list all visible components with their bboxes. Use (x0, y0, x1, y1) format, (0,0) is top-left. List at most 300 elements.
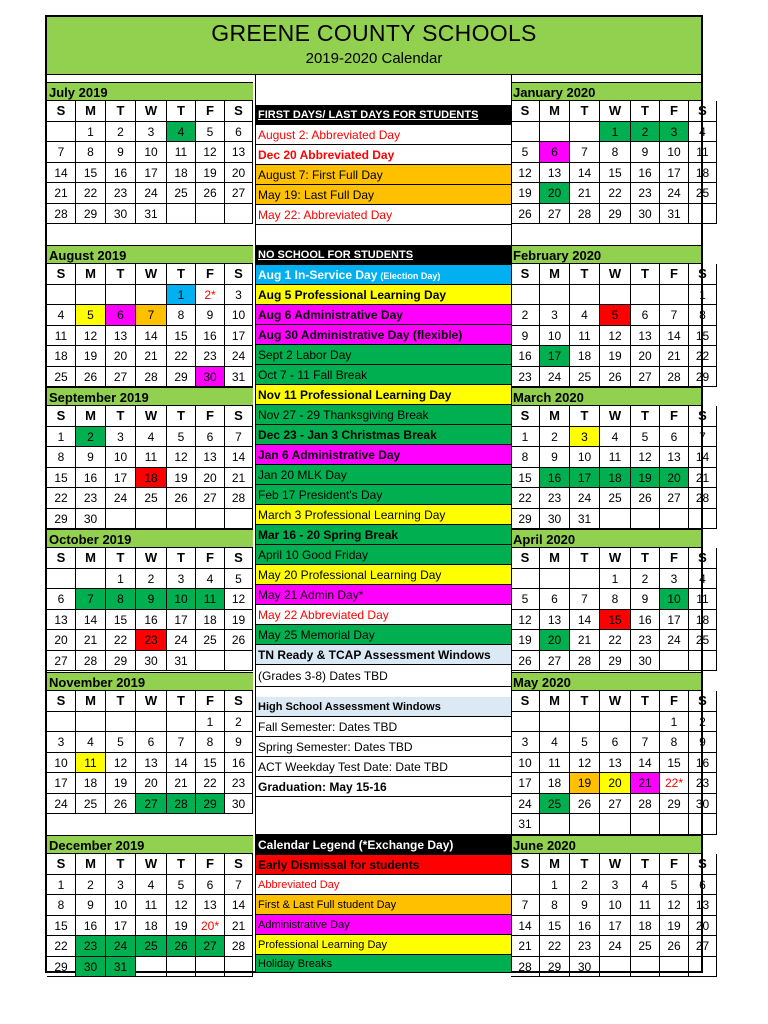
day-cell-left-4-0-3 (136, 712, 167, 733)
day-cell-right-1-4-0: 23 (511, 367, 540, 388)
event-text-31: ACT Weekday Test Date: Date TBD (258, 760, 448, 774)
day-cell-right-2-1-2: 10 (570, 447, 600, 468)
day-cell-right-4-4-4: 28 (631, 794, 660, 815)
day-cell-right-1-3-5: 21 (660, 346, 689, 367)
month-header-left-4: November 2019 (47, 672, 253, 691)
month-header-right-2: March 2020 (511, 387, 701, 406)
day-cell-left-4-1-5: 8 (196, 732, 225, 753)
event-text-0: FIRST DAYS/ LAST DAYS FOR STUDENTS (258, 109, 479, 121)
day-header-left-5-4: T (167, 854, 196, 875)
day-cell-left-1-0-2 (106, 285, 136, 306)
day-cell-right-2-2-2: 17 (570, 468, 600, 489)
day-cell-left-1-4-2: 27 (106, 367, 136, 388)
event-text-7: Aug 1 In-Service Day (258, 268, 378, 282)
day-cell-left-3-2-2: 15 (106, 610, 136, 631)
day-cell-left-0-1-0: 7 (47, 142, 76, 163)
event-row-36 (256, 875, 511, 895)
day-cell-right-0-4-4: 30 (631, 204, 660, 225)
day-cell-right-4-1-0: 3 (511, 732, 540, 753)
day-cell-right-2-2-0: 15 (511, 468, 540, 489)
event-text-37: First & Last Full student Day (258, 899, 397, 911)
day-cell-left-5-3-1: 23 (76, 936, 106, 957)
day-cell-left-0-0-2: 2 (106, 122, 136, 143)
event-text-27: (Grades 3-8) Dates TBD (258, 669, 388, 683)
day-header-right-3-0: S (511, 548, 540, 569)
day-cell-right-0-3-4: 23 (631, 183, 660, 204)
event-row-31 (256, 757, 511, 777)
day-header-left-3-5: F (196, 548, 225, 569)
day-cell-right-3-3-5: 24 (660, 630, 689, 651)
day-header-left-3-6: S (225, 548, 253, 569)
day-cell-right-5-3-1: 22 (540, 936, 570, 957)
day-header-left-0-3: W (136, 101, 167, 122)
day-cell-left-4-3-1: 18 (76, 773, 106, 794)
day-header-right-1-5: F (660, 264, 689, 285)
day-cell-left-5-4-5 (196, 957, 225, 978)
day-cell-left-5-3-0: 22 (47, 936, 76, 957)
day-cell-right-0-2-4: 16 (631, 163, 660, 184)
day-cell-left-0-3-1: 22 (76, 183, 106, 204)
day-cell-right-4-3-4: 21 (631, 773, 660, 794)
day-cell-right-1-4-2: 25 (570, 367, 600, 388)
day-cell-right-2-2-4: 19 (631, 468, 660, 489)
event-text-10: Aug 30 Administrative Day (flexible) (258, 328, 463, 342)
day-cell-left-4-4-4: 28 (167, 794, 196, 815)
day-cell-right-3-0-2 (570, 569, 600, 590)
day-cell-left-2-4-0: 29 (47, 509, 76, 530)
day-cell-left-3-0-1 (76, 569, 106, 590)
calendar-sheet (45, 15, 710, 974)
day-cell-right-2-0-2: 3 (570, 427, 600, 448)
day-cell-left-1-4-3: 28 (136, 367, 167, 388)
day-cell-right-4-2-2: 12 (570, 753, 600, 774)
day-cell-left-1-1-1: 5 (76, 305, 106, 326)
event-text-3: August 7: First Full Day (258, 168, 383, 182)
event-row-12 (256, 365, 511, 385)
day-cell-right-5-2-1: 15 (540, 916, 570, 937)
day-cell-left-4-0-6: 2 (225, 712, 253, 733)
event-text-4: May 19: Last Full Day (258, 188, 375, 202)
event-text-28: High School Assessment Windows (258, 701, 441, 713)
day-cell-right-2-4-5 (660, 509, 689, 530)
day-cell-left-2-1-4: 12 (167, 447, 196, 468)
day-cell-left-4-1-4: 7 (167, 732, 196, 753)
day-cell-left-0-0-4: 4 (167, 122, 196, 143)
day-cell-right-5-3-0: 21 (511, 936, 540, 957)
event-row-0 (256, 105, 511, 125)
day-cell-left-5-2-0: 15 (47, 916, 76, 937)
day-cell-left-5-1-3: 11 (136, 895, 167, 916)
day-cell-right-3-4-0: 26 (511, 651, 540, 672)
day-cell-right-3-1-1: 6 (540, 589, 570, 610)
day-header-right-4-1: M (540, 691, 570, 712)
day-cell-left-2-0-1: 2 (76, 427, 106, 448)
day-cell-right-4-0-1 (540, 712, 570, 733)
event-text-24: May 22 Abbreviated Day (258, 608, 389, 622)
day-header-left-3-3: W (136, 548, 167, 569)
day-cell-right-0-2-5: 17 (660, 163, 689, 184)
event-row-16 (256, 445, 511, 465)
day-cell-left-2-1-3: 11 (136, 447, 167, 468)
day-cell-right-5-2-0: 14 (511, 916, 540, 937)
day-cell-left-0-2-1: 15 (76, 163, 106, 184)
day-cell-right-4-4-2: 26 (570, 794, 600, 815)
day-cell-left-4-1-3: 6 (136, 732, 167, 753)
day-cell-left-3-3-0: 20 (47, 630, 76, 651)
day-cell-right-2-4-3 (600, 509, 631, 530)
day-cell-right-3-3-0: 19 (511, 630, 540, 651)
day-cell-right-0-1-1: 6 (540, 142, 570, 163)
event-text-5: May 22: Abbreviated Day (258, 208, 393, 222)
event-text-8: Aug 5 Professional Learning Day (258, 288, 447, 302)
day-cell-right-4-5-6 (689, 814, 717, 835)
day-header-right-5-6: S (689, 854, 717, 875)
event-text-29: Fall Semester: Dates TBD (258, 720, 398, 734)
day-cell-right-1-0-6: 1 (689, 285, 717, 306)
day-cell-left-2-4-1: 30 (76, 509, 106, 530)
event-row-17 (256, 465, 511, 485)
day-cell-right-3-0-5: 3 (660, 569, 689, 590)
day-cell-left-0-4-1: 29 (76, 204, 106, 225)
day-cell-right-0-3-0: 19 (511, 183, 540, 204)
day-cell-left-5-0-5: 6 (196, 875, 225, 896)
event-row-19 (256, 505, 511, 525)
day-cell-right-4-5-1 (540, 814, 570, 835)
day-cell-left-2-4-3 (136, 509, 167, 530)
event-row-3 (256, 165, 511, 185)
day-cell-right-1-3-3: 19 (600, 346, 631, 367)
day-cell-left-0-2-6: 20 (225, 163, 253, 184)
day-cell-right-1-1-3: 5 (600, 305, 631, 326)
day-header-right-1-1: M (540, 264, 570, 285)
day-cell-left-2-0-5: 6 (196, 427, 225, 448)
day-cell-right-3-4-1: 27 (540, 651, 570, 672)
day-cell-right-2-1-4: 12 (631, 447, 660, 468)
event-row-7 (256, 265, 511, 285)
day-header-left-5-5: F (196, 854, 225, 875)
day-header-right-0-0: S (511, 101, 540, 122)
day-header-left-0-2: T (106, 101, 136, 122)
day-header-right-0-2: T (570, 101, 600, 122)
day-header-right-1-3: W (600, 264, 631, 285)
event-text-40: Holiday Breaks (258, 958, 332, 970)
day-cell-right-5-0-6: 6 (689, 875, 717, 896)
day-cell-left-4-3-5: 22 (196, 773, 225, 794)
day-cell-right-4-3-6: 23 (689, 773, 717, 794)
day-cell-left-2-2-4: 19 (167, 468, 196, 489)
day-cell-left-2-0-2: 3 (106, 427, 136, 448)
event-row-13 (256, 385, 511, 405)
day-cell-right-1-1-1: 3 (540, 305, 570, 326)
day-cell-right-0-3-3: 22 (600, 183, 631, 204)
day-cell-left-2-0-3: 4 (136, 427, 167, 448)
day-cell-left-4-0-4 (167, 712, 196, 733)
day-cell-right-5-0-0 (511, 875, 540, 896)
day-cell-left-4-0-5: 1 (196, 712, 225, 733)
day-cell-right-0-0-5: 3 (660, 122, 689, 143)
day-cell-left-5-4-4 (167, 957, 196, 978)
day-cell-left-1-4-4: 29 (167, 367, 196, 388)
event-row-4 (256, 185, 511, 205)
event-text-39: Professional Learning Day (258, 939, 388, 951)
divider-right (511, 74, 512, 971)
day-cell-left-3-2-6: 19 (225, 610, 253, 631)
day-cell-left-5-3-6: 28 (225, 936, 253, 957)
day-cell-left-3-1-2: 8 (106, 589, 136, 610)
day-cell-right-3-0-4: 2 (631, 569, 660, 590)
month-header-left-3: October 2019 (47, 529, 253, 548)
day-cell-right-0-2-6: 18 (689, 163, 717, 184)
day-cell-left-4-3-2: 19 (106, 773, 136, 794)
event-row-29 (256, 717, 511, 737)
event-row-6 (256, 245, 511, 265)
day-cell-right-4-4-5: 29 (660, 794, 689, 815)
day-cell-left-3-2-4: 17 (167, 610, 196, 631)
day-cell-right-4-2-3: 13 (600, 753, 631, 774)
month-header-right-4: May 2020 (511, 672, 701, 691)
day-cell-left-2-3-2: 24 (106, 488, 136, 509)
day-header-right-2-6: S (689, 406, 717, 427)
day-cell-left-3-0-5: 4 (196, 569, 225, 590)
event-row-5 (256, 205, 511, 225)
day-cell-left-1-2-4: 15 (167, 326, 196, 347)
day-header-left-3-1: M (76, 548, 106, 569)
month-header-right-5: June 2020 (511, 835, 701, 854)
day-header-right-2-0: S (511, 406, 540, 427)
day-cell-right-5-3-4: 25 (631, 936, 660, 957)
day-cell-right-4-4-1: 25 (540, 794, 570, 815)
day-cell-right-3-1-4: 9 (631, 589, 660, 610)
month-header-right-0: January 2020 (511, 82, 701, 101)
day-header-right-5-0: S (511, 854, 540, 875)
day-cell-left-0-2-3: 17 (136, 163, 167, 184)
event-row-14 (256, 405, 511, 425)
day-cell-right-5-1-3: 10 (600, 895, 631, 916)
day-cell-right-5-0-1: 1 (540, 875, 570, 896)
day-cell-right-0-3-1: 20 (540, 183, 570, 204)
day-cell-left-2-4-2 (106, 509, 136, 530)
day-header-left-2-5: F (196, 406, 225, 427)
day-cell-left-5-3-2: 24 (106, 936, 136, 957)
day-header-right-3-2: T (570, 548, 600, 569)
day-cell-right-4-0-4 (631, 712, 660, 733)
day-cell-left-3-0-3: 2 (136, 569, 167, 590)
day-cell-right-1-3-0: 16 (511, 346, 540, 367)
day-header-left-4-3: W (136, 691, 167, 712)
day-cell-left-2-3-0: 22 (47, 488, 76, 509)
day-cell-left-1-2-1: 12 (76, 326, 106, 347)
day-header-left-2-0: S (47, 406, 76, 427)
day-cell-right-0-1-5: 10 (660, 142, 689, 163)
day-cell-right-2-0-6: 7 (689, 427, 717, 448)
day-cell-right-0-4-3: 29 (600, 204, 631, 225)
event-row-23 (256, 585, 511, 605)
day-cell-left-4-4-5: 29 (196, 794, 225, 815)
day-cell-right-2-0-4: 5 (631, 427, 660, 448)
day-cell-left-5-2-1: 16 (76, 916, 106, 937)
day-header-left-3-0: S (47, 548, 76, 569)
event-row-1 (256, 125, 511, 145)
day-header-right-3-5: F (660, 548, 689, 569)
day-cell-left-0-0-5: 5 (196, 122, 225, 143)
day-header-right-5-2: T (570, 854, 600, 875)
day-header-right-0-3: W (600, 101, 631, 122)
day-cell-right-2-2-3: 18 (600, 468, 631, 489)
day-cell-right-5-0-4: 4 (631, 875, 660, 896)
event-row-21 (256, 545, 511, 565)
day-cell-right-2-1-0: 8 (511, 447, 540, 468)
day-cell-left-1-1-2: 6 (106, 305, 136, 326)
day-cell-left-0-3-4: 25 (167, 183, 196, 204)
day-header-right-2-5: F (660, 406, 689, 427)
day-header-left-0-1: M (76, 101, 106, 122)
day-cell-left-0-1-2: 9 (106, 142, 136, 163)
day-cell-right-2-1-3: 11 (600, 447, 631, 468)
day-cell-right-5-1-0: 7 (511, 895, 540, 916)
day-cell-right-5-4-4 (631, 957, 660, 978)
day-cell-left-4-2-0: 10 (47, 753, 76, 774)
day-cell-left-5-1-4: 12 (167, 895, 196, 916)
event-text-36: Abbreviated Day (258, 879, 340, 891)
day-cell-right-3-4-2: 28 (570, 651, 600, 672)
month-header-left-1: August 2019 (47, 245, 253, 264)
day-header-left-2-1: M (76, 406, 106, 427)
event-row-33 (256, 797, 511, 835)
day-cell-left-3-2-0: 13 (47, 610, 76, 631)
day-cell-left-4-4-1: 25 (76, 794, 106, 815)
day-cell-left-0-2-2: 16 (106, 163, 136, 184)
day-cell-left-5-0-6: 7 (225, 875, 253, 896)
day-header-left-2-3: W (136, 406, 167, 427)
day-cell-right-4-5-2 (570, 814, 600, 835)
day-cell-right-5-1-5: 12 (660, 895, 689, 916)
day-cell-right-0-3-6: 25 (689, 183, 717, 204)
event-extra-7: (Election Day) (380, 271, 441, 281)
day-cell-right-4-3-5: 22* (660, 773, 689, 794)
day-cell-left-2-4-4 (167, 509, 196, 530)
event-row-25 (256, 625, 511, 645)
day-cell-left-1-3-6: 24 (225, 346, 253, 367)
day-header-right-5-4: T (631, 854, 660, 875)
event-text-22: May 20 Professional Learning Day (258, 568, 442, 582)
day-cell-right-2-3-5: 27 (660, 488, 689, 509)
day-cell-right-3-3-2: 21 (570, 630, 600, 651)
day-header-left-0-5: F (196, 101, 225, 122)
day-cell-left-2-4-6 (225, 509, 253, 530)
day-cell-left-1-4-5: 30 (196, 367, 225, 388)
day-cell-right-1-3-4: 20 (631, 346, 660, 367)
event-text-19: March 3 Professional Learning Day (258, 508, 446, 522)
day-cell-right-0-2-3: 15 (600, 163, 631, 184)
day-header-right-1-6: S (689, 264, 717, 285)
page-title: GREENE COUNTY SCHOOLS (211, 20, 537, 46)
day-cell-left-1-2-0: 11 (47, 326, 76, 347)
day-cell-left-1-0-3 (136, 285, 167, 306)
day-cell-right-2-3-1: 23 (540, 488, 570, 509)
day-cell-right-5-1-1: 8 (540, 895, 570, 916)
day-cell-right-0-1-0: 5 (511, 142, 540, 163)
event-row-28 (256, 697, 511, 717)
day-cell-left-0-0-6: 6 (225, 122, 253, 143)
day-cell-left-0-4-5 (196, 204, 225, 225)
day-header-left-1-1: M (76, 264, 106, 285)
day-cell-left-5-0-4: 5 (167, 875, 196, 896)
day-cell-left-3-1-0: 6 (47, 589, 76, 610)
day-header-left-4-5: F (196, 691, 225, 712)
day-cell-left-5-3-5: 27 (196, 936, 225, 957)
day-header-left-5-1: M (76, 854, 106, 875)
day-cell-right-4-2-6: 16 (689, 753, 717, 774)
day-cell-left-1-1-5: 9 (196, 305, 225, 326)
event-text-13: Nov 11 Professional Learning Day (258, 388, 452, 402)
day-cell-right-5-4-3 (600, 957, 631, 978)
day-cell-right-4-0-6: 2 (689, 712, 717, 733)
day-cell-left-1-3-3: 21 (136, 346, 167, 367)
day-cell-right-2-4-0: 29 (511, 509, 540, 530)
day-cell-right-3-2-6: 18 (689, 610, 717, 631)
day-cell-right-0-1-2: 7 (570, 142, 600, 163)
day-cell-right-3-4-3: 29 (600, 651, 631, 672)
day-header-right-4-6: S (689, 691, 717, 712)
day-cell-right-1-1-5: 7 (660, 305, 689, 326)
day-cell-left-3-1-6: 12 (225, 589, 253, 610)
day-cell-left-2-3-5: 27 (196, 488, 225, 509)
day-cell-right-4-3-1: 18 (540, 773, 570, 794)
day-cell-right-0-2-0: 12 (511, 163, 540, 184)
day-cell-left-2-3-4: 26 (167, 488, 196, 509)
day-cell-right-2-2-5: 20 (660, 468, 689, 489)
event-text-15: Dec 23 - Jan 3 Christmas Break (258, 428, 437, 442)
day-cell-left-0-1-5: 12 (196, 142, 225, 163)
day-cell-left-4-2-6: 16 (225, 753, 253, 774)
day-cell-left-1-1-0: 4 (47, 305, 76, 326)
day-cell-right-2-3-2: 24 (570, 488, 600, 509)
day-cell-left-3-4-3: 30 (136, 651, 167, 672)
day-cell-right-3-2-5: 17 (660, 610, 689, 631)
day-cell-right-4-2-0: 10 (511, 753, 540, 774)
day-cell-right-5-2-6: 20 (689, 916, 717, 937)
day-cell-right-3-1-5: 10 (660, 589, 689, 610)
day-header-left-2-4: T (167, 406, 196, 427)
day-cell-right-5-2-5: 19 (660, 916, 689, 937)
day-cell-right-1-4-3: 26 (600, 367, 631, 388)
event-row-18 (256, 485, 511, 505)
day-cell-right-4-1-3: 6 (600, 732, 631, 753)
day-cell-right-1-3-6: 22 (689, 346, 717, 367)
day-cell-left-0-2-5: 19 (196, 163, 225, 184)
day-cell-right-2-4-4 (631, 509, 660, 530)
day-cell-left-1-0-1 (76, 285, 106, 306)
day-cell-right-3-3-1: 20 (540, 630, 570, 651)
event-row-40 (256, 955, 511, 973)
day-cell-left-4-2-5: 15 (196, 753, 225, 774)
day-header-left-1-2: T (106, 264, 136, 285)
day-cell-right-0-2-1: 13 (540, 163, 570, 184)
day-header-right-4-2: T (570, 691, 600, 712)
day-cell-left-3-4-4: 31 (167, 651, 196, 672)
day-cell-left-1-3-5: 23 (196, 346, 225, 367)
day-cell-right-1-3-2: 18 (570, 346, 600, 367)
day-cell-left-4-4-3: 27 (136, 794, 167, 815)
title-bar (47, 17, 701, 75)
day-cell-right-2-1-5: 13 (660, 447, 689, 468)
day-cell-right-4-0-0 (511, 712, 540, 733)
event-row-34 (256, 835, 511, 855)
event-row-35 (256, 855, 511, 875)
day-cell-right-1-4-5: 28 (660, 367, 689, 388)
event-text-14: Nov 27 - 29 Thanksgiving Break (258, 408, 429, 422)
day-cell-right-0-2-2: 14 (570, 163, 600, 184)
